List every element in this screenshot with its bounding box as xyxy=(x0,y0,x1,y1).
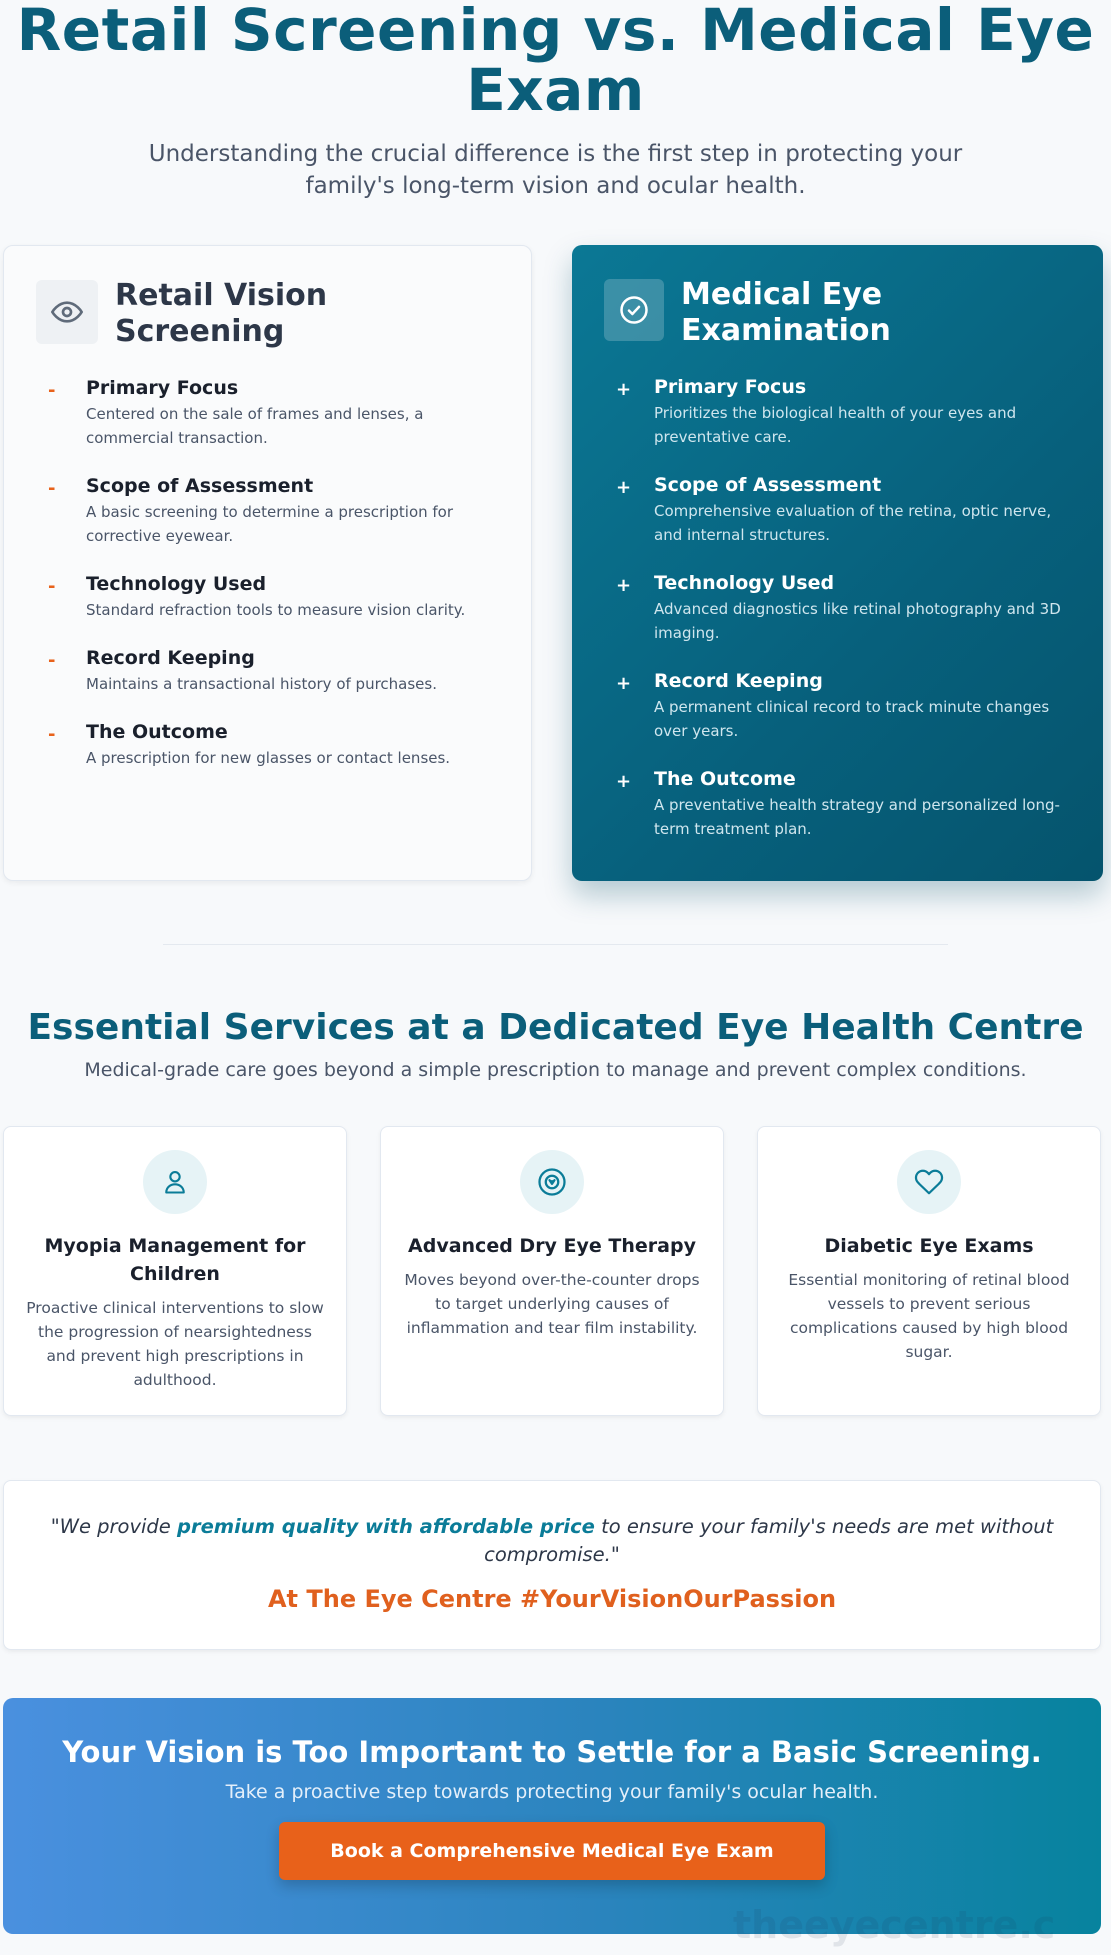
feature-text: Advanced diagnostics like retinal photography and 3D imaging. xyxy=(654,600,1061,642)
retail-card xyxy=(3,245,532,881)
service-title: Advanced Dry Eye Therapy xyxy=(408,1235,696,1257)
feature-marker: + xyxy=(616,771,632,792)
services-subtitle: Medical-grade care goes beyond a simple prescription to manage and prevent complex conditions. xyxy=(84,1059,1027,1081)
feature-marker: - xyxy=(48,576,56,597)
feature-heading: Record Keeping xyxy=(86,647,255,669)
comparison-section xyxy=(3,245,1103,881)
feature-body xyxy=(654,571,1071,645)
services-title: Essential Services at a Dedicated Eye Health Centre xyxy=(27,1007,1084,1048)
feature-item xyxy=(604,669,1071,743)
section-divider xyxy=(163,944,948,945)
feature-item xyxy=(36,376,499,450)
feature-text: A permanent clinical record to track minute changes over years. xyxy=(654,698,1050,740)
feature-body xyxy=(654,669,1071,743)
feature-marker: + xyxy=(616,575,632,596)
feature-body xyxy=(86,572,465,622)
page-subtitle: Understanding the crucial difference is the first step in protecting your family's long-term vision and ocular health. xyxy=(148,141,963,199)
quote-highlight: premium quality with affordable price xyxy=(177,1515,595,1538)
feature-item xyxy=(36,646,499,696)
person-icon xyxy=(143,1150,207,1214)
tagline: At The Eye Centre #YourVisionOurPassion xyxy=(267,1585,837,1613)
feature-marker: - xyxy=(48,724,56,745)
cta-subtitle: Take a proactive step towards protecting your family's ocular health. xyxy=(225,1781,879,1803)
check-circle-icon xyxy=(604,279,664,341)
eye-icon xyxy=(36,280,98,344)
feature-body xyxy=(86,720,450,770)
feature-heading: The Outcome xyxy=(654,768,796,790)
medical-card-header xyxy=(604,279,1071,349)
heart-icon xyxy=(897,1150,961,1214)
retail-card-title: Retail Vision Screening xyxy=(115,278,328,349)
feature-marker: + xyxy=(616,673,632,694)
cta-title: Your Vision is Too Important to Settle for a Basic Screening. xyxy=(62,1735,1042,1769)
book-exam-button[interactable]: Book a Comprehensive Medical Eye Exam xyxy=(279,1822,825,1880)
feature-text: Centered on the sale of frames and lenses, a commercial transaction. xyxy=(86,405,424,447)
feature-item xyxy=(36,474,499,548)
service-title: Diabetic Eye Exams xyxy=(824,1235,1034,1257)
retail-card-header xyxy=(36,280,499,350)
feature-marker: - xyxy=(48,650,56,671)
feature-text: A preventative health strategy and personalized long-term treatment plan. xyxy=(654,796,1060,838)
feature-text: A basic screening to determine a prescription for corrective eyewear. xyxy=(86,503,454,545)
feature-heading: The Outcome xyxy=(86,721,228,743)
feature-body xyxy=(654,375,1071,449)
medical-card-title: Medical Eye Examination xyxy=(681,277,891,348)
feature-item xyxy=(604,375,1071,449)
feature-text: Prioritizes the biological health of your eyes and preventative care. xyxy=(654,404,1017,446)
services-header xyxy=(0,1003,1111,1083)
feature-text: Maintains a transactional history of purchases. xyxy=(86,675,437,693)
quote-after: to ensure your family's needs are met without compromise." xyxy=(484,1515,1054,1566)
medical-feature-list xyxy=(604,375,1071,841)
feature-heading: Technology Used xyxy=(86,573,267,595)
service-card-myopia xyxy=(3,1126,347,1416)
feature-marker: + xyxy=(616,477,632,498)
feature-heading: Scope of Assessment xyxy=(86,475,314,497)
service-text: Proactive clinical interventions to slow the progression of nearsightedness and prevent high prescriptions in adulthood. xyxy=(26,1299,324,1389)
retail-feature-list xyxy=(36,376,499,770)
feature-item xyxy=(604,767,1071,841)
service-card-diabetic xyxy=(757,1126,1101,1416)
feature-marker: + xyxy=(616,379,632,400)
feature-item xyxy=(36,720,499,770)
feature-heading: Primary Focus xyxy=(654,376,807,398)
service-text: Moves beyond over-the-counter drops to target underlying causes of inflammation and tear film instability. xyxy=(404,1271,700,1337)
feature-text: A prescription for new glasses or contact lenses. xyxy=(86,749,451,767)
feature-text: Comprehensive evaluation of the retina, optic nerve, and internal structures. xyxy=(654,502,1052,544)
feature-marker: - xyxy=(48,380,56,401)
page-title: Retail Screening vs. Medical Eye Exam xyxy=(16,0,1095,124)
feature-body xyxy=(654,473,1071,547)
testimonial-quote xyxy=(3,1480,1101,1650)
hero xyxy=(0,0,1111,202)
feature-heading: Technology Used xyxy=(654,572,835,594)
feature-body xyxy=(86,474,499,548)
quote-text xyxy=(34,1513,1070,1569)
feature-body xyxy=(86,376,499,450)
feature-item xyxy=(604,571,1071,645)
feature-heading: Record Keeping xyxy=(654,670,823,692)
eye-target-icon xyxy=(520,1150,584,1214)
medical-card xyxy=(572,245,1103,881)
quote-before: "We provide xyxy=(50,1515,177,1538)
service-card-dry-eye xyxy=(380,1126,724,1416)
watermark: theeyecentre.c xyxy=(733,1903,1056,1947)
feature-body xyxy=(654,767,1071,841)
feature-item xyxy=(36,572,499,622)
call-to-action xyxy=(3,1698,1101,1934)
service-title: Myopia Management for Children xyxy=(44,1235,306,1285)
feature-heading: Scope of Assessment xyxy=(654,474,882,496)
feature-heading: Primary Focus xyxy=(86,377,239,399)
feature-marker: - xyxy=(48,478,56,499)
service-text: Essential monitoring of retinal blood vessels to prevent serious complications caused by high blood sugar. xyxy=(788,1271,1070,1361)
feature-body xyxy=(86,646,437,696)
feature-item xyxy=(604,473,1071,547)
feature-text: Standard refraction tools to measure vision clarity. xyxy=(86,601,466,619)
